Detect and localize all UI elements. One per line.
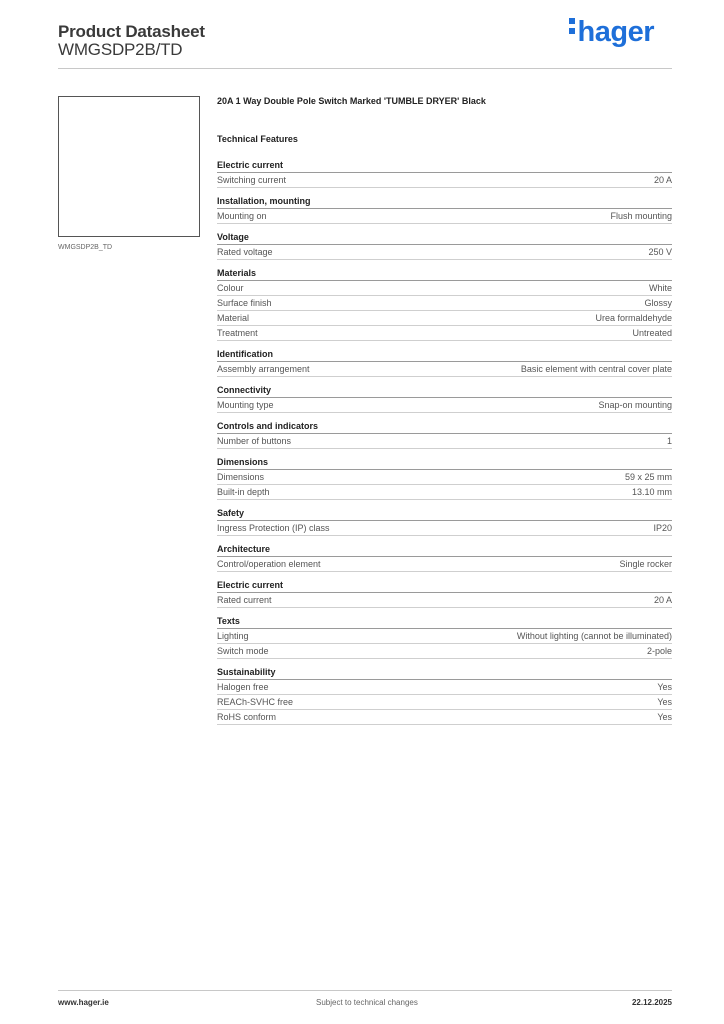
section-heading: Materials <box>217 268 672 281</box>
spec-value: 59 x 25 mm <box>624 472 672 482</box>
spec-row <box>217 173 672 188</box>
section-heading: Texts <box>217 616 672 629</box>
spec-label: Halogen free <box>217 682 269 692</box>
spec-content <box>217 96 672 733</box>
spec-row <box>217 485 672 500</box>
spec-row <box>217 710 672 725</box>
spec-row <box>217 629 672 644</box>
footer-website[interactable]: www.hager.ie <box>58 998 109 1007</box>
spec-value: Flush mounting <box>610 211 672 221</box>
spec-value: White <box>648 283 672 293</box>
spec-label: Built-in depth <box>217 487 270 497</box>
spec-section <box>217 160 672 188</box>
spec-value: 2-pole <box>646 646 672 656</box>
product-code: WMGSDP2B/TD <box>58 40 183 59</box>
spec-section <box>217 457 672 500</box>
hager-logo[interactable] <box>569 16 654 49</box>
spec-value: Basic element with central cover plate <box>520 364 672 374</box>
spec-row <box>217 311 672 326</box>
spec-label: Switching current <box>217 175 287 185</box>
section-heading: Architecture <box>217 544 672 557</box>
spec-row <box>217 593 672 608</box>
spec-label: Switch mode <box>217 646 269 656</box>
spec-label: Control/operation element <box>217 559 321 569</box>
section-heading: Sustainability <box>217 667 672 680</box>
section-heading: Controls and indicators <box>217 421 672 434</box>
product-image <box>58 96 200 237</box>
section-heading: Safety <box>217 508 672 521</box>
footer-divider <box>58 990 672 991</box>
product-title: 20A 1 Way Double Pole Switch Marked 'TUMBLE DRYER' Black <box>217 96 486 106</box>
spec-label: RoHS conform <box>217 712 277 722</box>
product-image-caption: WMGSDP2B_TD <box>58 244 113 251</box>
spec-value: Untreated <box>632 328 672 338</box>
spec-row <box>217 245 672 260</box>
spec-section <box>217 544 672 572</box>
spec-value: Single rocker <box>619 559 672 569</box>
footer-notice: Subject to technical changes <box>316 998 418 1007</box>
logo-dots-icon <box>569 18 575 38</box>
spec-label: Lighting <box>217 631 249 641</box>
spec-section <box>217 268 672 341</box>
spec-section <box>217 232 672 260</box>
page-title: Product Datasheet <box>58 22 205 41</box>
spec-label: Colour <box>217 283 244 293</box>
spec-label: Rated current <box>217 595 272 605</box>
spec-label: Mounting on <box>217 211 267 221</box>
spec-label: Dimensions <box>217 472 265 482</box>
technical-features-heading: Technical Features <box>217 134 298 144</box>
footer-date: 22.12.2025 <box>631 998 672 1007</box>
spec-section <box>217 385 672 413</box>
spec-section <box>217 616 672 659</box>
section-heading: Dimensions <box>217 457 672 470</box>
spec-row <box>217 521 672 536</box>
spec-value: Without lighting (cannot be illuminated) <box>516 631 672 641</box>
spec-row <box>217 281 672 296</box>
spec-value: 13.10 mm <box>631 487 672 497</box>
spec-value: Yes <box>657 697 672 707</box>
spec-section <box>217 580 672 608</box>
section-heading: Voltage <box>217 232 672 245</box>
section-heading: Identification <box>217 349 672 362</box>
spec-value: Glossy <box>644 298 672 308</box>
header-divider <box>58 68 672 69</box>
spec-section <box>217 508 672 536</box>
spec-row <box>217 326 672 341</box>
spec-label: Ingress Protection (IP) class <box>217 523 330 533</box>
spec-label: Rated voltage <box>217 247 273 257</box>
spec-value: IP20 <box>653 523 672 533</box>
section-heading: Installation, mounting <box>217 196 672 209</box>
spec-value: Yes <box>657 682 672 692</box>
spec-section <box>217 667 672 725</box>
spec-value: 20 A <box>653 175 672 185</box>
spec-row <box>217 434 672 449</box>
spec-label: Number of buttons <box>217 436 292 446</box>
spec-label: Treatment <box>217 328 258 338</box>
spec-row <box>217 557 672 572</box>
spec-label: Surface finish <box>217 298 272 308</box>
spec-row <box>217 695 672 710</box>
spec-section <box>217 349 672 377</box>
spec-value: Urea formaldehyde <box>595 313 672 323</box>
spec-value: 20 A <box>653 595 672 605</box>
spec-row <box>217 398 672 413</box>
spec-label: REACh-SVHC free <box>217 697 294 707</box>
spec-section <box>217 196 672 224</box>
section-heading: Electric current <box>217 160 672 173</box>
spec-row <box>217 296 672 311</box>
section-heading: Electric current <box>217 580 672 593</box>
spec-sections <box>217 160 672 725</box>
spec-value: Snap-on mounting <box>598 400 672 410</box>
spec-row <box>217 644 672 659</box>
spec-value: 250 V <box>648 247 672 257</box>
spec-section <box>217 421 672 449</box>
spec-row <box>217 362 672 377</box>
section-heading: Connectivity <box>217 385 672 398</box>
spec-value: 1 <box>666 436 672 446</box>
spec-label: Mounting type <box>217 400 274 410</box>
logo-text: hager <box>577 16 654 48</box>
spec-label: Assembly arrangement <box>217 364 310 374</box>
spec-label: Material <box>217 313 250 323</box>
spec-row <box>217 209 672 224</box>
spec-row <box>217 470 672 485</box>
spec-row <box>217 680 672 695</box>
spec-value: Yes <box>657 712 672 722</box>
